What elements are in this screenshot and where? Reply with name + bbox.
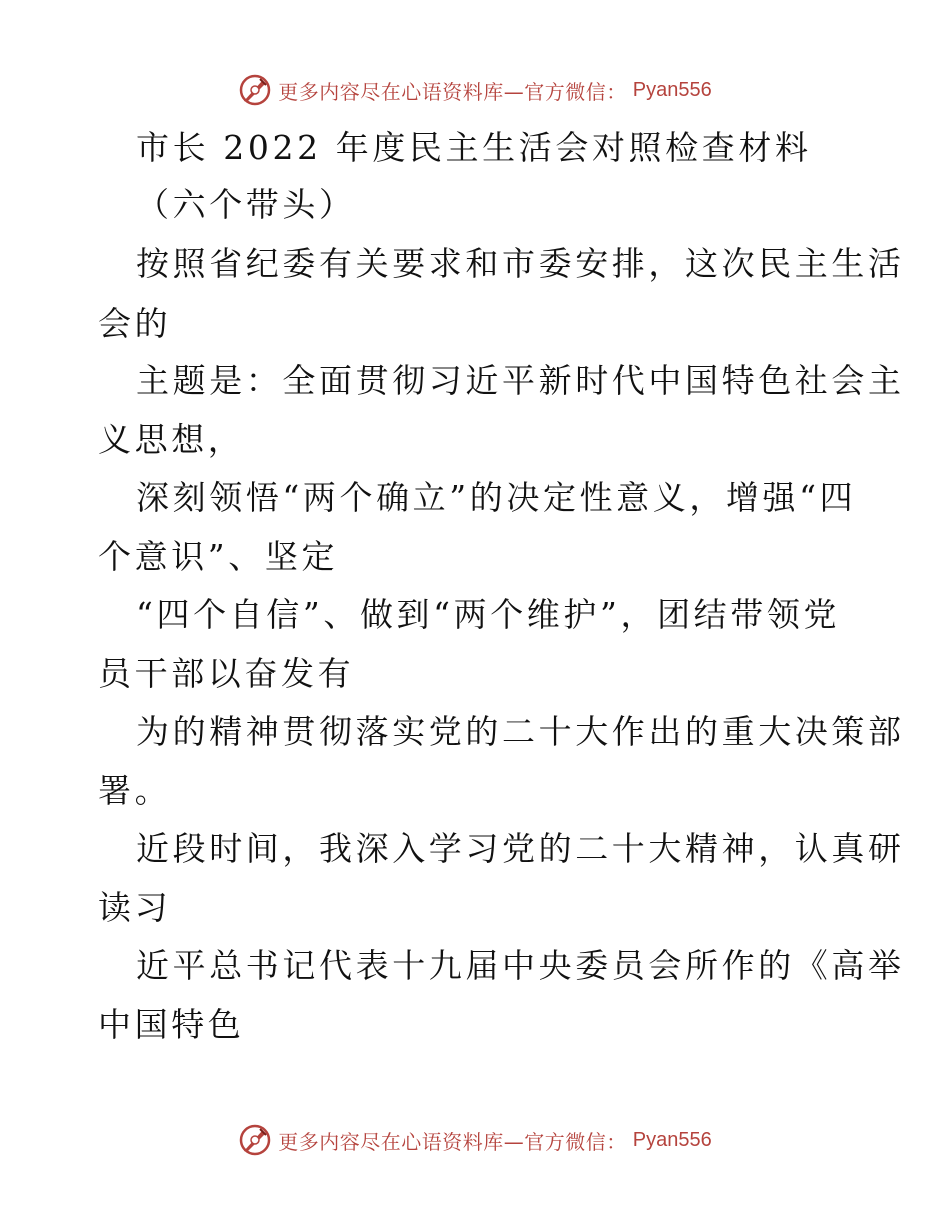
paragraph-line: 深刻领悟“两个确立”的决定性意义，增强“四 [136,478,857,517]
document-subtitle: （六个带头） [136,185,356,224]
paragraph-line: 署。 [98,771,172,810]
header-watermark [0,70,950,110]
watermark-text: 更多内容尽在心语资料库—官方微信： [278,1129,627,1154]
paragraph-line: 个意识”、坚定 [98,537,339,576]
quill-pen-logo-icon [238,1123,272,1157]
document-title: 市长 2022 年度民主生活会对照检查材料 [136,128,812,167]
quill-pen-logo-icon [238,73,272,107]
footer-watermark [0,1120,950,1160]
paragraph-line: 读习 [98,888,172,927]
watermark-text: 更多内容尽在心语资料库—官方微信： [278,79,627,104]
paragraph-line: 近平总书记代表十九届中央委员会所作的《高举 [136,946,905,985]
paragraph-line: “四个自信”、做到“两个维护”，团结带领党 [136,595,841,634]
paragraph-line: 近段时间，我深入学习党的二十大精神，认真研 [136,829,905,868]
paragraph-line: 主题是：全面贯彻习近平新时代中国特色社会主 [136,361,905,400]
watermark-wechat-id: Pyan556 [632,1128,712,1151]
paragraph-line: 义思想， [98,420,245,459]
paragraph-line: 员干部以奋发有 [98,654,355,693]
paragraph-line: 会的 [98,304,172,343]
paragraph-line: 按照省纪委有关要求和市委安排，这次民主生活 [136,244,905,283]
paragraph-line: 中国特色 [98,1005,245,1044]
paragraph-line: 为的精神贯彻落实党的二十大作出的重大决策部 [136,712,905,751]
watermark-wechat-id: Pyan556 [632,78,712,101]
